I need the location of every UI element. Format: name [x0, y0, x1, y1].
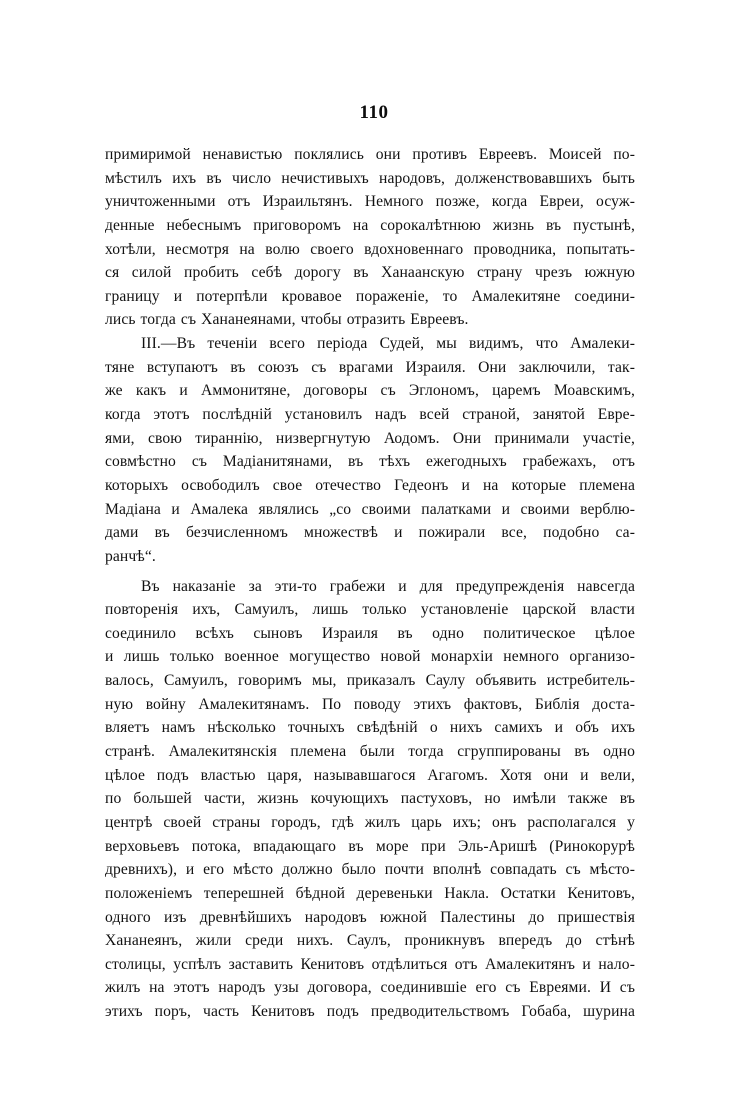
text-line: столицы, успѣлъ заставить Кенитовъ отдѣлиться отъ Амалекитянъ и нало- [105, 955, 635, 973]
text-line: III.—Въ теченіи всего періода Судей, мы видимъ, что Амалеки- [141, 335, 635, 353]
text-line: странѣ. Амалекитянскія племена были тогда сгруппированы въ одно [105, 743, 635, 761]
text-line: примиримой ненавистью поклялись они противъ Евреевъ. Моисей по- [105, 146, 635, 163]
paragraph-3 [105, 575, 635, 1024]
text-line: тяне вступаютъ въ союзъ съ врагами Израиля. Они заключили, так- [105, 358, 635, 376]
text-line: мѣстилъ ихъ въ число нечистивыхъ народовъ, долженствовавшихъ быть [105, 169, 635, 187]
body-text [105, 143, 635, 1024]
text-line: Въ наказаніе за эти-то грабежи и для предупрежденія навсегда [141, 577, 635, 595]
text-line: верховьевъ потока, впадающаго въ море при Эль-Аришѣ (Ринокорурѣ [105, 837, 635, 855]
text-line: ранчѣ“. [105, 547, 156, 565]
text-line: древнихъ), и его мѣсто должно было почти вполнѣ совпадать съ мѣсто- [105, 861, 635, 879]
text-line: совмѣстно съ Мадіанитянами, въ тѣхъ ежегодныхъ грабежахъ, отъ [105, 453, 635, 471]
text-line: вляетъ намъ нѣсколько точныхъ свѣдѣній о нихъ самихъ и объ ихъ [105, 719, 635, 737]
text-line: денные небеснымъ приговоромъ на сорокалѣтнюю жизнь въ пустынѣ, [105, 216, 635, 234]
text-line: центрѣ своей страны городъ, гдѣ жилъ царь ихъ; онъ располагался у [105, 813, 635, 831]
text-line: Мадіана и Амалека являлись „со своими палатками и своими верблю- [105, 500, 635, 518]
text-line: уничтоженными отъ Израильтянъ. Немного позже, когда Евреи, осуж- [105, 193, 635, 211]
text-line: повторенія ихъ, Самуилъ, лишь только установленіе царской власти [105, 601, 635, 619]
text-line: же какъ и Аммонитяне, договоры съ Эглономъ, царемъ Моавскимъ, [105, 382, 635, 400]
text-line: жилъ на этотъ народъ узы договора, соединившіе его съ Евреями. И съ [105, 979, 635, 997]
text-line: по большей части, жизнь кочующихъ пастуховъ, но имѣли также въ [105, 790, 635, 808]
text-line: границу и потерпѣли кровавое пораженіе, то Амалекитяне соедини- [105, 287, 635, 305]
text-line: когда этотъ послѣдній установилъ надъ всей страной, занятой Евре- [105, 406, 635, 424]
text-line: лись тогда съ Хананеянами, чтобы отразить Евреевъ. [105, 311, 469, 329]
text-line: хотѣли, несмотря на волю своего вдохновеннаго проводника, попытать- [105, 240, 635, 258]
text-line: соединило всѣхъ сыновъ Израиля въ одно политическое цѣлое [105, 624, 635, 642]
text-line: которыхъ освободилъ свое отечество Гедеонъ и на которые племена [105, 476, 635, 494]
text-line: этихъ поръ, часть Кенитовъ подъ предводительствомъ Гобаба, шурина [105, 1003, 635, 1021]
text-line: дами въ безчисленномъ множествѣ и пожирали все, подобно са- [105, 524, 635, 542]
text-line: цѣлое подъ властью царя, называвшагося Агагомъ. Хотя они и вели, [105, 766, 635, 784]
text-line: ную войну Амалекитянамъ. По поводу этихъ фактовъ, Библія доста- [105, 695, 635, 713]
text-line: положеніемъ теперешней бѣдной деревеньки Накла. Остатки Кенитовъ, [105, 884, 635, 902]
text-line: и лишь только военное могущество новой монархіи немного организо- [105, 648, 635, 666]
text-line: Хананеянъ, жили среди нихъ. Саулъ, проникнувъ впередъ до стѣнѣ [105, 932, 635, 950]
text-line: ся силой пробить себѣ дорогу въ Ханаанскую страну чрезъ южную [105, 264, 635, 282]
paragraph-1 [105, 143, 635, 332]
text-line: валось, Самуилъ, говоримъ мы, приказалъ Саулу объявить истребитель- [105, 672, 635, 690]
text-line: ями, свою тираннію, низвергнутую Аодомъ. Они принимали участіе, [105, 429, 635, 447]
paragraph-2 [105, 332, 635, 568]
page-number: 110 [359, 102, 389, 123]
text-line: одного изъ древнѣйшихъ народовъ южной Палестины до пришествія [105, 908, 635, 926]
